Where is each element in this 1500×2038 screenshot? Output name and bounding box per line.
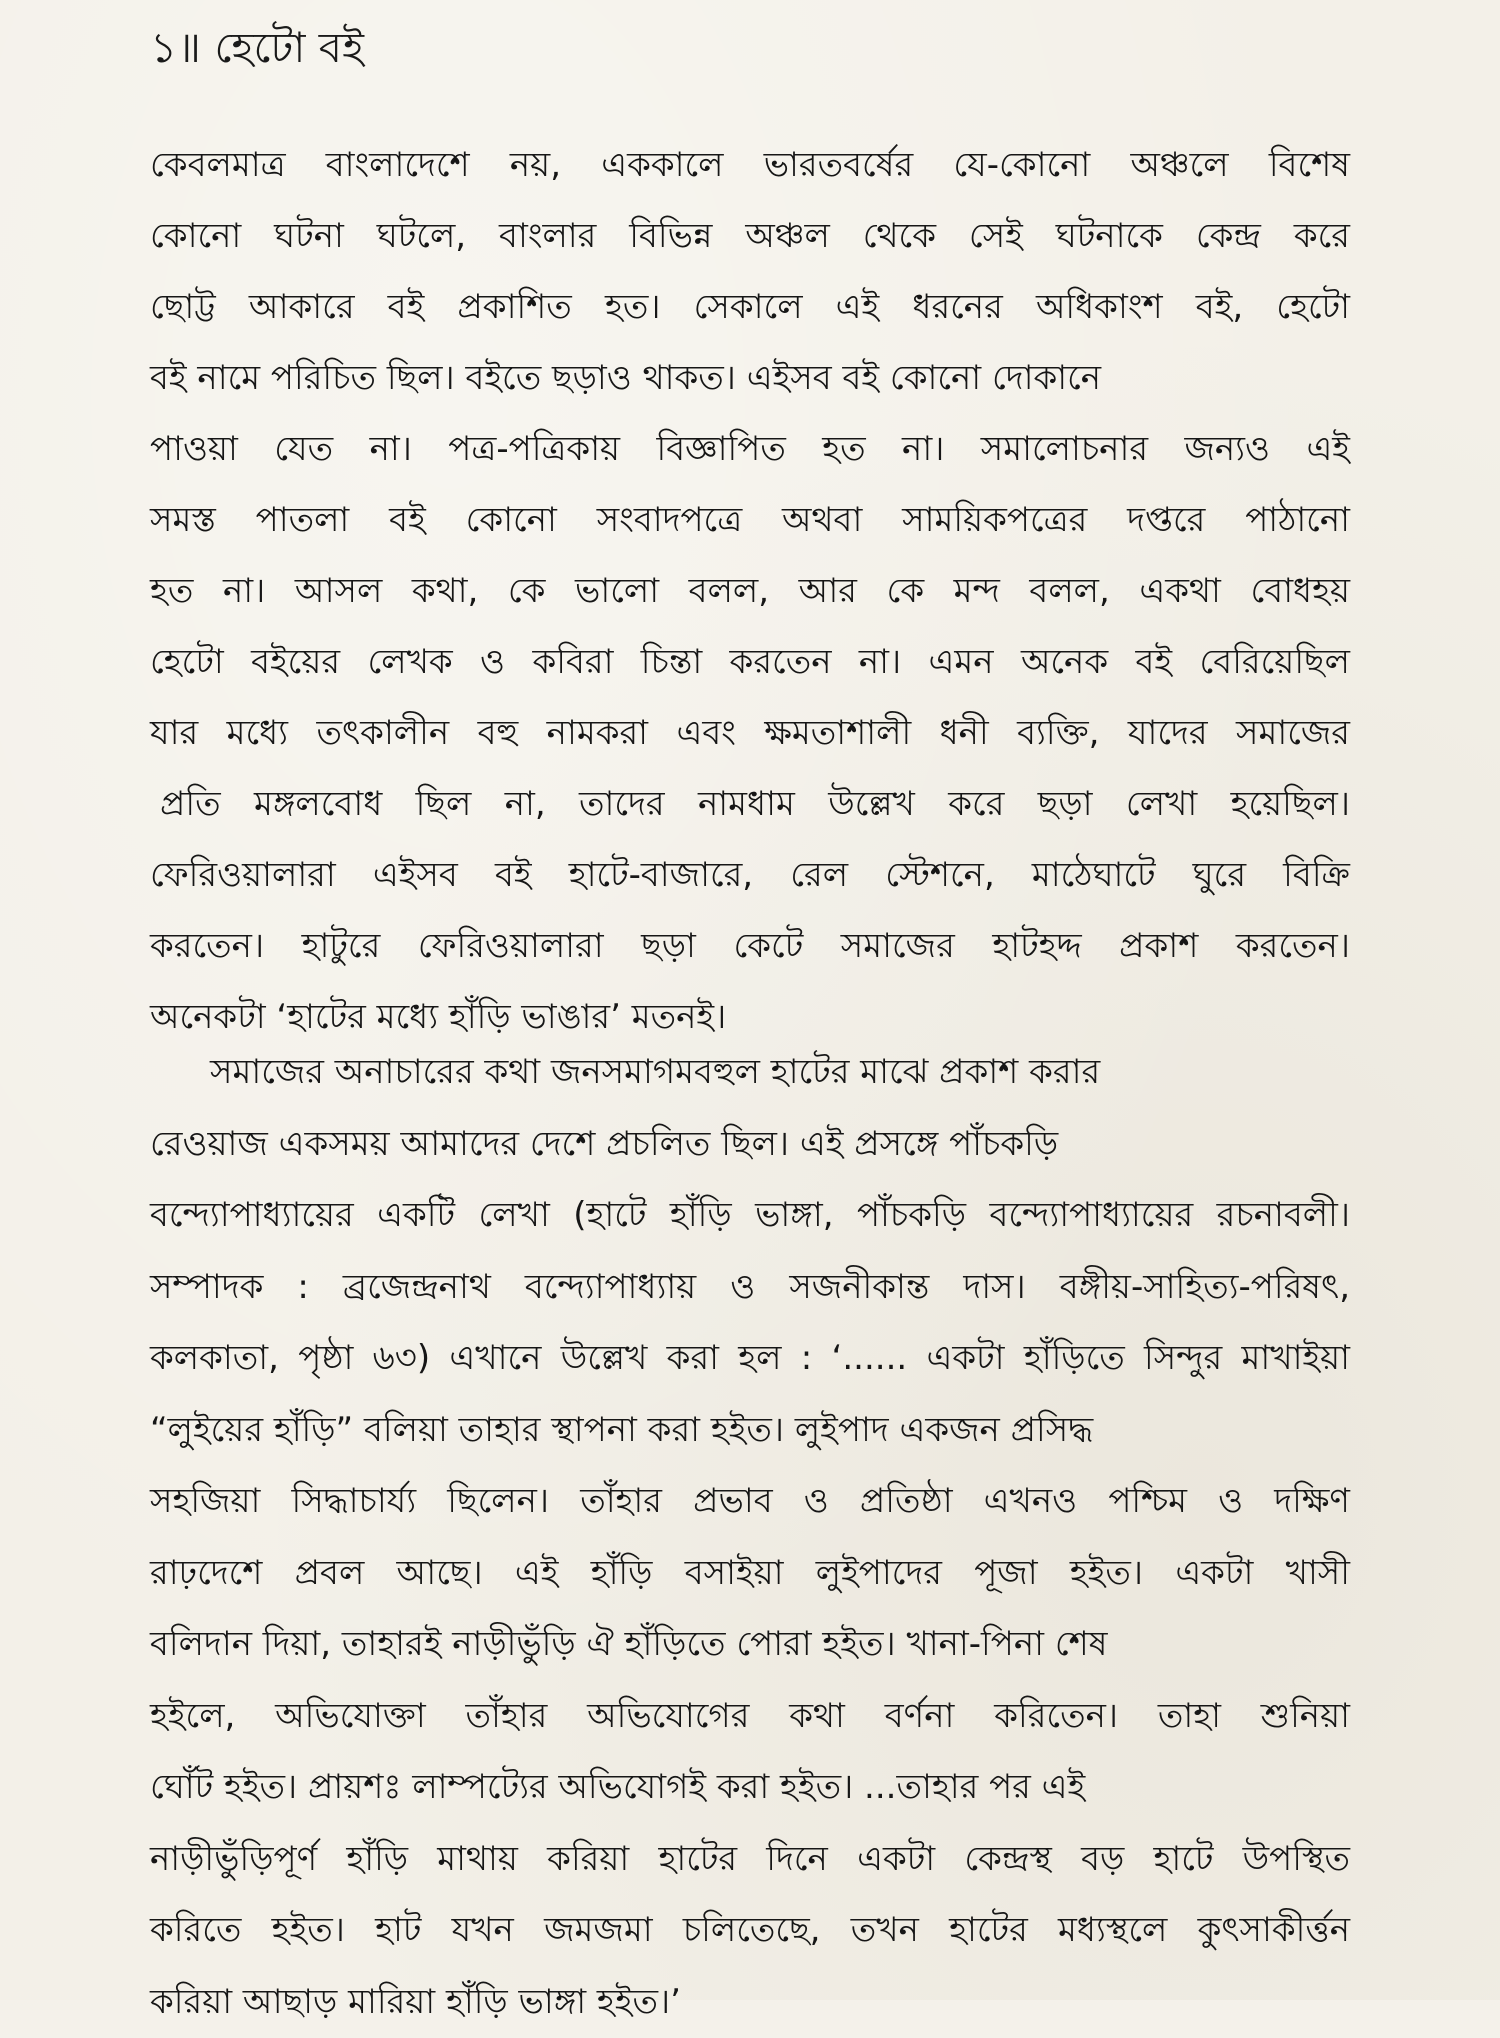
text-line: ঘোঁট হইত। প্রায়শঃ লাম্পট্যের অভিযোগই করা হইত। ...তাহার পর এই — [150, 1752, 1350, 1824]
text-line: সম্পাদক : ব্রজেন্দ্রনাথ বন্দ্যোপাধ্যায় ও সজনীকান্ত দাস। বঙ্গীয়-সাহিত্য-পরিষৎ, — [150, 1252, 1350, 1324]
paragraph-1 — [150, 130, 1350, 1053]
text-line: করিতে হইত। হাট যখন জমজমা চলিতেছে, তখন হাটের মধ্যস্থলে কুৎসাকীর্ত্তন — [150, 1895, 1350, 1967]
text-line: কলকাতা, পৃষ্ঠা ৬৩) এখানে উল্লেখ করা হল : ‘...... একটা হাঁড়িতে সিন্দুর মাখাইয়া — [150, 1323, 1350, 1395]
text-line: করিয়া আছাড় মারিয়া হাঁড়ি ভাঙ্গা হইত।’ — [150, 1967, 1350, 2038]
text-line: নাড়ীভুঁড়িপূর্ণ হাঁড়ি মাথায় করিয়া হাটের দিনে একটা কেন্দ্রস্থ বড় হাটে উপস্থিত — [150, 1824, 1350, 1896]
text-line: ফেরিওয়ালারা এইসব বই হাটে-বাজারে, রেল স্টেশনে, মাঠেঘাটে ঘুরে বিক্রি — [150, 840, 1350, 911]
text-line: সমস্ত পাতলা বই কোনো সংবাদপত্রে অথবা সাময়িকপত্রের দপ্তরে পাঠানো — [150, 485, 1350, 556]
text-line: “লুইয়ের হাঁড়ি” বলিয়া তাহার স্থাপনা করা হইত। লুইপাদ একজন প্রসিদ্ধ — [150, 1395, 1350, 1467]
text-line: বই নামে পরিচিত ছিল। বইতে ছড়াও থাকত। এইসব বই কোনো দোকানে — [150, 343, 1350, 414]
text-line: করতেন। হাটুরে ফেরিওয়ালারা ছড়া কেটে সমাজের হাটহদ্দ প্রকাশ করতেন। — [150, 911, 1350, 982]
text-line: রেওয়াজ একসময় আমাদের দেশে প্রচলিত ছিল। এই প্রসঙ্গে পাঁচকড়ি — [150, 1109, 1350, 1181]
text-line: পাওয়া যেত না। পত্র-পত্রিকায় বিজ্ঞাপিত হত না। সমালোচনার জন্যও এই — [150, 414, 1350, 485]
text-line: হইলে, অভিযোক্তা তাঁহার অভিযোগের কথা বর্ণনা করিতেন। তাহা শুনিয়া — [150, 1681, 1350, 1753]
text-line: কোনো ঘটনা ঘটলে, বাংলার বিভিন্ন অঞ্চল থেকে সেই ঘটনাকে কেন্দ্র করে — [150, 201, 1350, 272]
text-line: অনেকটা ‘হাটের মধ্যে হাঁড়ি ভাঙার’ মতনই। — [150, 982, 1350, 1053]
text-line: যার মধ্যে তৎকালীন বহু নামকরা এবং ক্ষমতাশালী ধনী ব্যক্তি, যাদের সমাজের — [150, 698, 1350, 769]
text-line: সমাজের অনাচারের কথা জনসমাগমবহুল হাটের মাঝে প্রকাশ করার — [150, 1037, 1350, 1109]
text-line: সহজিয়া সিদ্ধাচার্য্য ছিলেন। তাঁহার প্রভাব ও প্রতিষ্ঠা এখনও পশ্চিম ও দক্ষিণ — [150, 1466, 1350, 1538]
text-line: বলিদান দিয়া, তাহারই নাড়ীভুঁড়ি ঐ হাঁড়িতে পোরা হইত। খানা-পিনা শেষ — [150, 1609, 1350, 1681]
text-line: প্রতি মঙ্গলবোধ ছিল না, তাদের নামধাম উল্লেখ করে ছড়া লেখা হয়েছিল। — [150, 769, 1350, 840]
text-line: হত না। আসল কথা, কে ভালো বলল, আর কে মন্দ বলল, একথা বোধহয় — [150, 556, 1350, 627]
chapter-title: ১॥ হেটো বই — [150, 18, 364, 78]
text-line: কেবলমাত্র বাংলাদেশে নয়, এককালে ভারতবর্ষের যে-কোনো অঞ্চলে বিশেষ — [150, 130, 1350, 201]
text-line: রাঢ়দেশে প্রবল আছে। এই হাঁড়ি বসাইয়া লুইপাদের পূজা হইত। একটা খাসী — [150, 1538, 1350, 1610]
paragraph-2 — [150, 1037, 1350, 2038]
text-line: বন্দ্যোপাধ্যায়ের একটি লেখা (হাটে হাঁড়ি ভাঙ্গা, পাঁচকড়ি বন্দ্যোপাধ্যায়ের রচনাবলী। — [150, 1180, 1350, 1252]
text-line: ছোট্ট আকারে বই প্রকাশিত হত। সেকালে এই ধরনের অধিকাংশ বই, হেটো — [150, 272, 1350, 343]
text-line: হেটো বইয়ের লেখক ও কবিরা চিন্তা করতেন না। এমন অনেক বই বেরিয়েছিল — [150, 627, 1350, 698]
